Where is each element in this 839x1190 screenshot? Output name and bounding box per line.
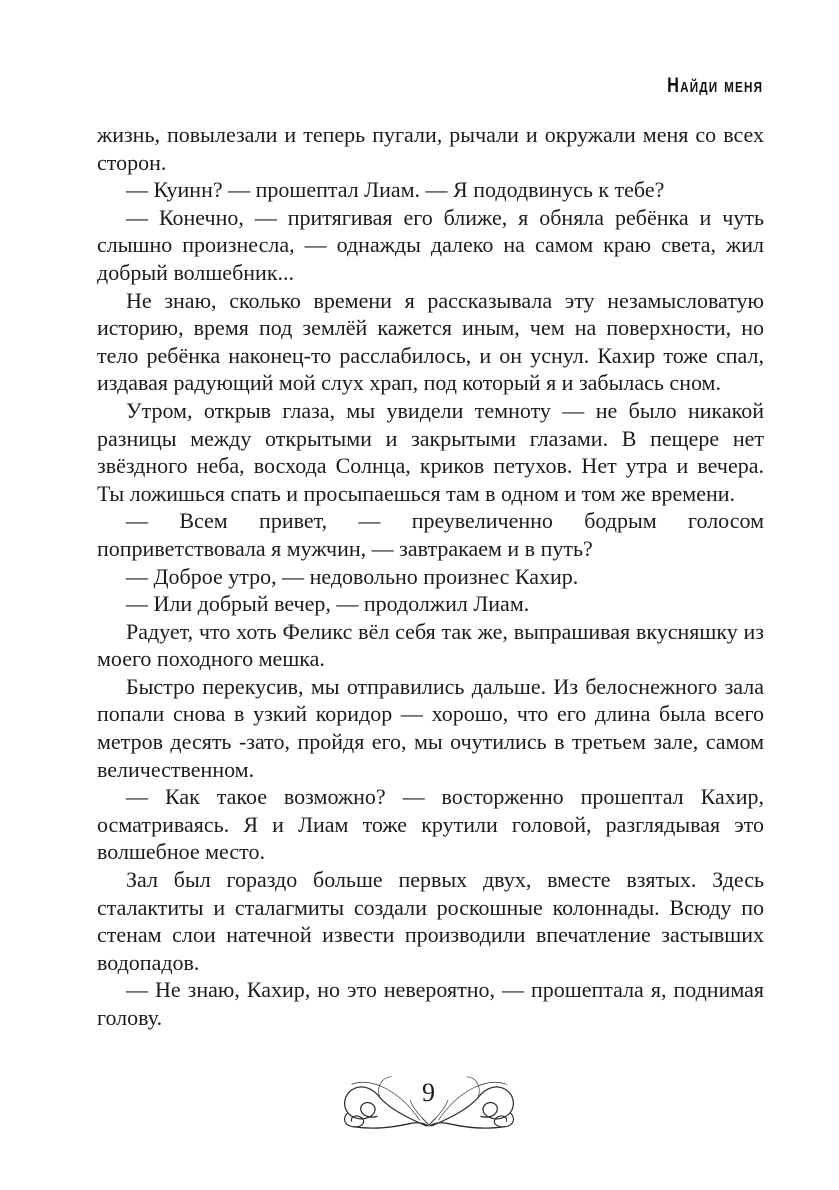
paragraph: — Или добрый вечер, — продолжил Лиам.	[126, 591, 530, 617]
paragraph: Радует, что хоть Феликс вёл себя так же, выпрашивая вкусняшку из моего походного мешка.	[97, 618, 764, 672]
footer-flourish	[333, 1072, 525, 1140]
paragraph: жизнь, повылезали и теперь пугали, рычали и окружали меня со всех сторон.	[97, 122, 764, 175]
paragraph: — Всем привет, — преувеличенно бодрым голосом поприветствовала я мужчин, — завтракаем и в путь?	[97, 508, 764, 561]
paragraph: — Как такое возможно? — восторженно прошептал Кахир, осматриваясь. Я и Лиам тоже крутили головой, разглядывая это волшебное место.	[97, 784, 764, 865]
paragraph: — Доброе утро, — недовольно произнес Кахир.	[126, 563, 579, 589]
paragraph: — Конечно, — притягивая его ближе, я обняла ребёнка и чуть слышно произнесла, — однажды далеко на самом краю света, жил добрый волшебник...	[97, 204, 764, 285]
paragraph: Быстро перекусив, мы отправились дальше. Из белоснежного зала попали снова в узкий коридор — хорошо, что его длина была всего метров десять -зато, пройдя его, мы очутились в третьем зале, самом величественном.	[97, 673, 764, 782]
running-header: Найди меня	[666, 74, 763, 97]
paragraph: Утром, открыв глаза, мы увидели темноту — не было никакой разницы между открытыми и закрытыми глазами. В пещере нет звёздного неба, восхода Солнца, криков петухов. Нет утра и вечера. Ты ложишься спать и просыпаешься там в одном и том же времени.	[97, 397, 764, 506]
page-number: 9	[422, 1078, 435, 1107]
paragraph: Зал был гораздо больше первых двух, вместе взятых. Здесь сталактиты и сталагмиты создали роскошные колоннады. Всюду по стенам слои натечной извести производили впечатление застывших водопадов.	[97, 867, 764, 975]
paragraph: — Не знаю, Кахир, но это невероятно, — прошептала я, поднимая голову.	[97, 977, 764, 1030]
paragraph: — Куинн? — прошептал Лиам. — Я пододвинусь к тебе?	[126, 177, 665, 203]
paragraph: Не знаю, сколько времени я рассказывала эту незамысловатую историю, время под землёй кажется иным, чем на поверхности, но тело ребёнка наконец-то расслабилось, и он уснул. Кахир тоже спал, издавая радующий мой слух храп, под который я и забылась сном.	[97, 287, 764, 396]
page-text	[97, 121, 764, 1032]
